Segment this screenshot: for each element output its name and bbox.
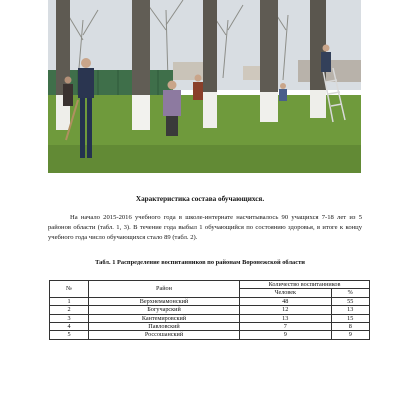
schoolyard-scene bbox=[48, 0, 361, 173]
row-percent: 13 bbox=[331, 306, 370, 314]
table-row bbox=[50, 314, 370, 322]
schoolyard-photo bbox=[48, 0, 361, 173]
row-region: Павловский bbox=[89, 323, 240, 331]
row-people: 12 bbox=[240, 306, 332, 314]
section-heading: Характеристика состава обучающихся. bbox=[135, 195, 265, 203]
row-people: 48 bbox=[240, 297, 332, 305]
header-percent: % bbox=[331, 289, 370, 297]
table-caption: Табл. 1 Распределение воспитанников по районам Воронежской области bbox=[95, 259, 305, 266]
body-paragraph bbox=[48, 213, 362, 243]
header-region: Район bbox=[89, 281, 240, 298]
table-row bbox=[50, 306, 370, 314]
row-number: 1 bbox=[50, 297, 89, 305]
row-number: 3 bbox=[50, 314, 89, 322]
table-row bbox=[50, 297, 370, 305]
row-percent: 15 bbox=[331, 314, 370, 322]
students-by-district-table bbox=[49, 280, 370, 340]
row-percent: 8 bbox=[331, 323, 370, 331]
table-row bbox=[50, 323, 370, 331]
body-paragraph-text: На начало 2015-2016 учебного года в школе-интернате насчитывалось 90 учащихся 7-18 лет из 5 районов области (табл. 1, 3). В течение года выбыл 1 обучающийся по состоянию здоровья, в итоге к концу учебного года число обучающихся стало 89 (табл. 2). bbox=[48, 214, 362, 241]
row-percent: 55 bbox=[331, 297, 370, 305]
row-region: Богучарский bbox=[89, 306, 240, 314]
row-percent: 9 bbox=[331, 331, 370, 339]
row-people: 13 bbox=[240, 314, 332, 322]
row-number: 5 bbox=[50, 331, 89, 339]
row-region: Кантемировский bbox=[89, 314, 240, 322]
header-people: Человек bbox=[240, 289, 332, 297]
row-number: 4 bbox=[50, 323, 89, 331]
row-region: Верхнемамонский bbox=[89, 297, 240, 305]
row-region: Россошанский bbox=[89, 331, 240, 339]
header-number: № bbox=[50, 281, 89, 298]
header-count: Количество воспитанников bbox=[240, 281, 370, 289]
row-people: 9 bbox=[240, 331, 332, 339]
row-people: 7 bbox=[240, 323, 332, 331]
row-number: 2 bbox=[50, 306, 89, 314]
table-row bbox=[50, 331, 370, 339]
table-header-row bbox=[50, 281, 370, 289]
